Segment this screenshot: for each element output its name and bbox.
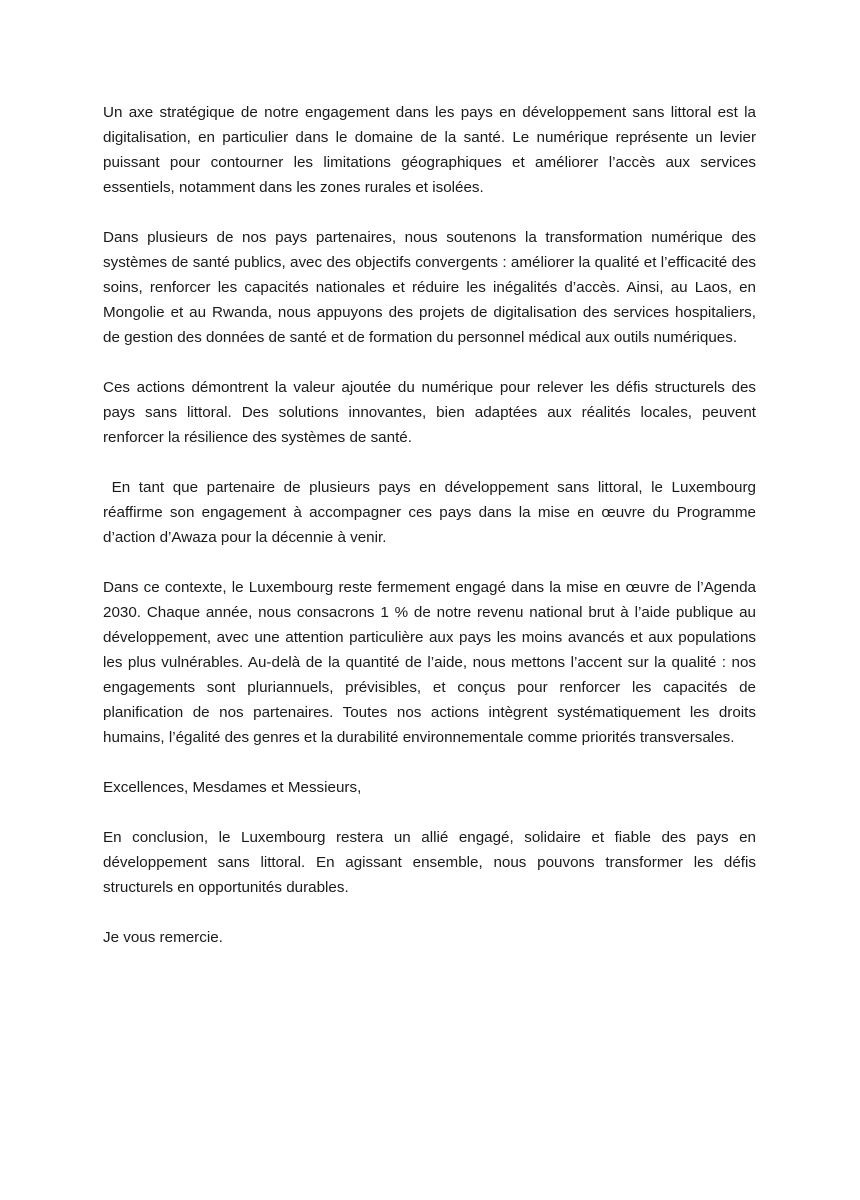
paragraph-agenda-2030: Dans ce contexte, le Luxembourg reste fermement engagé dans la mise en œuvre de l’Agenda 2030. Chaque année, nous consacrons 1 % de notre revenu national brut à l’aide publique au développement, avec une attention particulière aux pays les moins avancés et aux populations les plus vulnérables. Au-delà de la quantité de l’aide, nous mettons l’accent sur la qualité : nos engagements sont pluriannuels, prévisibles, et conçus pour renforcer les capacités de planification de nos partenaires. Toutes nos actions intègrent systématiquement les droits humains, l’égalité des genres et la durabilité environnementale comme priorités transversales.	[103, 579, 756, 746]
document-body	[103, 100, 761, 975]
paragraph-closing: Je vous remercie.	[103, 929, 223, 946]
paragraph-salutation: Excellences, Mesdames et Messieurs,	[103, 779, 362, 796]
paragraph-added-value: Ces actions démontrent la valeur ajoutée du numérique pour relever les défis structurels des pays sans littoral. Des solutions innovantes, bien adaptées aux réalités locales, peuvent renforcer la résilience des systèmes de santé.	[103, 379, 756, 446]
paragraph-partner-countries: Dans plusieurs de nos pays partenaires, nous soutenons la transformation numérique des systèmes de santé publics, avec des objectifs convergents : améliorer la qualité et l’efficacité des soins, renforcer les capacités nationales et réduire les inégalités d’accès. Ainsi, au Laos, en Mongolie et au Rwanda, nous appuyons des projets de digitalisation des services hospitaliers, de gestion des données de santé et de formation du personnel médical aux outils numériques.	[103, 229, 756, 346]
paragraph-digitalisation: Un axe stratégique de notre engagement dans les pays en développement sans littoral est la digitalisation, en particulier dans le domaine de la santé. Le numérique représente un levier puissant pour contourner les limitations géographiques et améliorer l’accès aux services essentiels, notamment dans les zones rurales et isolées.	[103, 104, 756, 196]
paragraph-conclusion: En conclusion, le Luxembourg restera un allié engagé, solidaire et fiable des pays en développement sans littoral. En agissant ensemble, nous pouvons transformer les défis structurels en opportunités durables.	[103, 829, 756, 896]
paragraph-awaza-programme: En tant que partenaire de plusieurs pays en développement sans littoral, le Luxembourg réaffirme son engagement à accompagner ces pays dans la mise en œuvre du Programme d’action d’Awaza pour la décennie à venir.	[103, 479, 761, 546]
